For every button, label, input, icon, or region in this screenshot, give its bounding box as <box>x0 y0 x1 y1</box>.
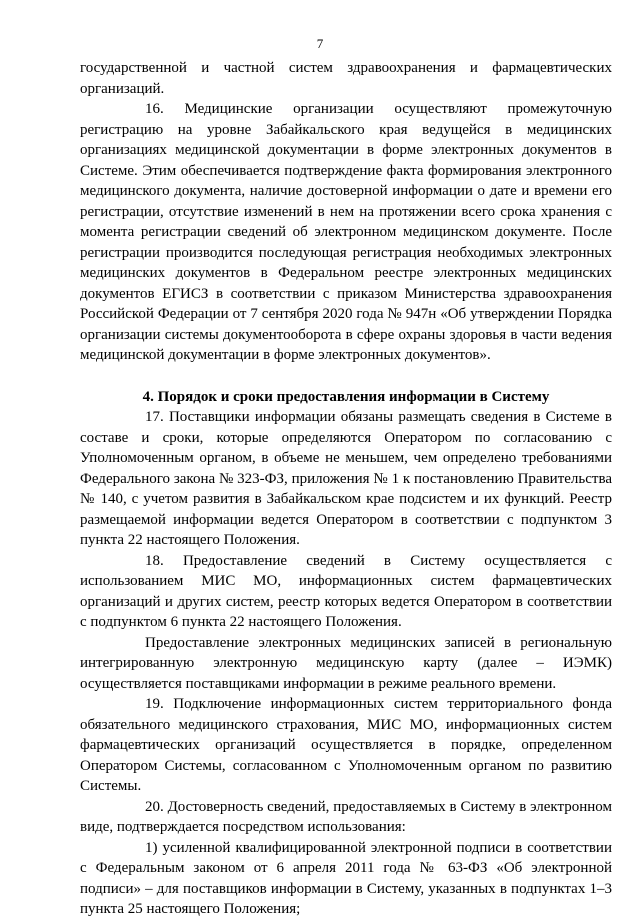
paragraph-continuation: государственной и частной систем здравоохранения и фармацевтических организаций. <box>80 60 612 97</box>
document-body <box>80 58 612 920</box>
paragraph-item-16: 16. Медицинские организации осуществляют промежуточную регистрацию на уровне Забайкальского края ведущейся в медицинских организациях медицинской документации в форме электронных документов в Системе. Этим обеспечивается подтверждение факта формирования электронного медицинского документа, наличие достоверной информации о дате и времени его регистрации, отсутствие изменений в нем на протяжении всего срока хранения с момента регистрации сведений об электронном медицинском документе. После регистрации производится последующая регистрация необходимых электронных медицинских документов в Федеральном реестре электронных медицинских документов ЕГИСЗ в соответствии с приказом Министерства здравоохранения Российской Федерации от 7 сентября 2020 года № 947н «Об утверждении Порядка организации системы документооборота в сфере охраны здоровья в части ведения медицинской документации в форме электронных документов». <box>80 101 612 363</box>
paragraph-subitem-1: 1) усиленной квалифицированной электронной подписи в соответствии с Федеральным законом от 6 апреля 2011 года № 63-ФЗ «Об электронной подписи» – для поставщиков информации в Систему, указанных в подпунктах 1–3 пункта 25 настоящего Положения; <box>80 839 612 917</box>
page-number: 7 <box>316 36 324 51</box>
paragraph-item-19: 19. Подключение информационных систем территориального фонда обязательного медицинского страхования, МИС МО, информационных систем фармацевтических организаций осуществляется в порядке, определенном Оператором Системы, согласованном с Уполномоченным органом по развитию Системы. <box>80 696 612 794</box>
paragraph-iemk: Предоставление электронных медицинских записей в региональную интегрированную электронную медицинскую карту (далее – ИЭМК) осуществляется поставщиками информации в режиме реального времени. <box>80 634 612 692</box>
paragraph-item-18: 18. Предоставление сведений в Систему осуществляется с использованием МИС МО, информационных систем фармацевтических организаций и других систем, реестр которых ведется Оператором в соответствии с подпунктом 6 пункта 22 настоящего Положения. <box>80 552 612 630</box>
paragraph-item-20: 20. Достоверность сведений, предоставляемых в Систему в электронном виде, подтверждается посредством использования: <box>80 798 612 835</box>
section-heading: 4. Порядок и сроки предоставления информации в Систему <box>142 388 550 405</box>
paragraph-item-17: 17. Поставщики информации обязаны размещать сведения в Системе в составе и сроки, которые определяются Оператором по согласованию с Уполномоченным органом, в объеме не меньшем, чем определено требованиями Федерального закона № 323-ФЗ, приложения № 1 к постановлению Правительства № 140, с учетом развития в Забайкальском крае подсистем и их функций. Реестр размещаемой информации ведется Оператором в соответствии с подпунктом 3 пункта 22 настоящего Положения. <box>80 409 612 548</box>
